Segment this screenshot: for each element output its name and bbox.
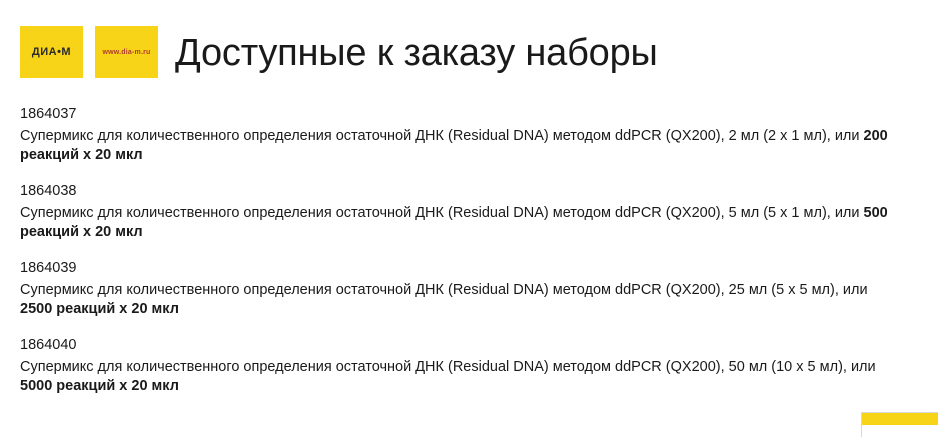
product-code: 1864040 [20,337,77,353]
list-item [20,181,920,242]
list-item [20,104,920,165]
company-logo-primary [20,26,83,78]
product-description-text: Супермикс для количественного определения остаточной ДНК (Residual DNA) методом ddPCR (QX200), 25 мл (5 x 5 мл), или [20,282,868,298]
product-description [20,127,900,165]
product-code: 1864038 [20,183,77,199]
product-list [20,104,920,412]
corner-accent-inner [862,425,938,437]
product-description-text: Супермикс для количественного определения остаточной ДНК (Residual DNA) методом ddPCR (QX200), 2 мл (2 x 1 мл), или [20,128,864,144]
product-description-emphasis: 200 реакций x 20 мкл [20,128,888,163]
top-margin-band [0,0,938,12]
page-title: Доступные к заказу наборы [175,32,658,74]
company-logo-primary-text: ДИА•М [31,46,72,58]
product-description [20,358,900,396]
corner-accent-block [861,412,938,437]
product-description [20,281,900,319]
slide-header [0,14,938,88]
product-description-text: Супермикс для количественного определения остаточной ДНК (Residual DNA) методом ddPCR (QX200), 50 мл (10 x 5 мл), или [20,359,876,375]
list-item [20,258,920,319]
product-description-emphasis: 2500 реакций x 20 мкл [20,301,179,317]
product-code: 1864039 [20,260,77,276]
product-code: 1864037 [20,106,77,122]
product-description [20,204,900,242]
product-description-emphasis: 5000 реакций x 20 мкл [20,378,179,394]
product-description-text: Супермикс для количественного определения остаточной ДНК (Residual DNA) методом ddPCR (QX200), 5 мл (5 x 1 мл), или [20,205,864,221]
company-logo-website-text: www.dia-m.ru [102,48,151,56]
company-logo-website [95,26,158,78]
product-description-emphasis: 500 реакций x 20 мкл [20,205,888,240]
list-item [20,335,920,396]
